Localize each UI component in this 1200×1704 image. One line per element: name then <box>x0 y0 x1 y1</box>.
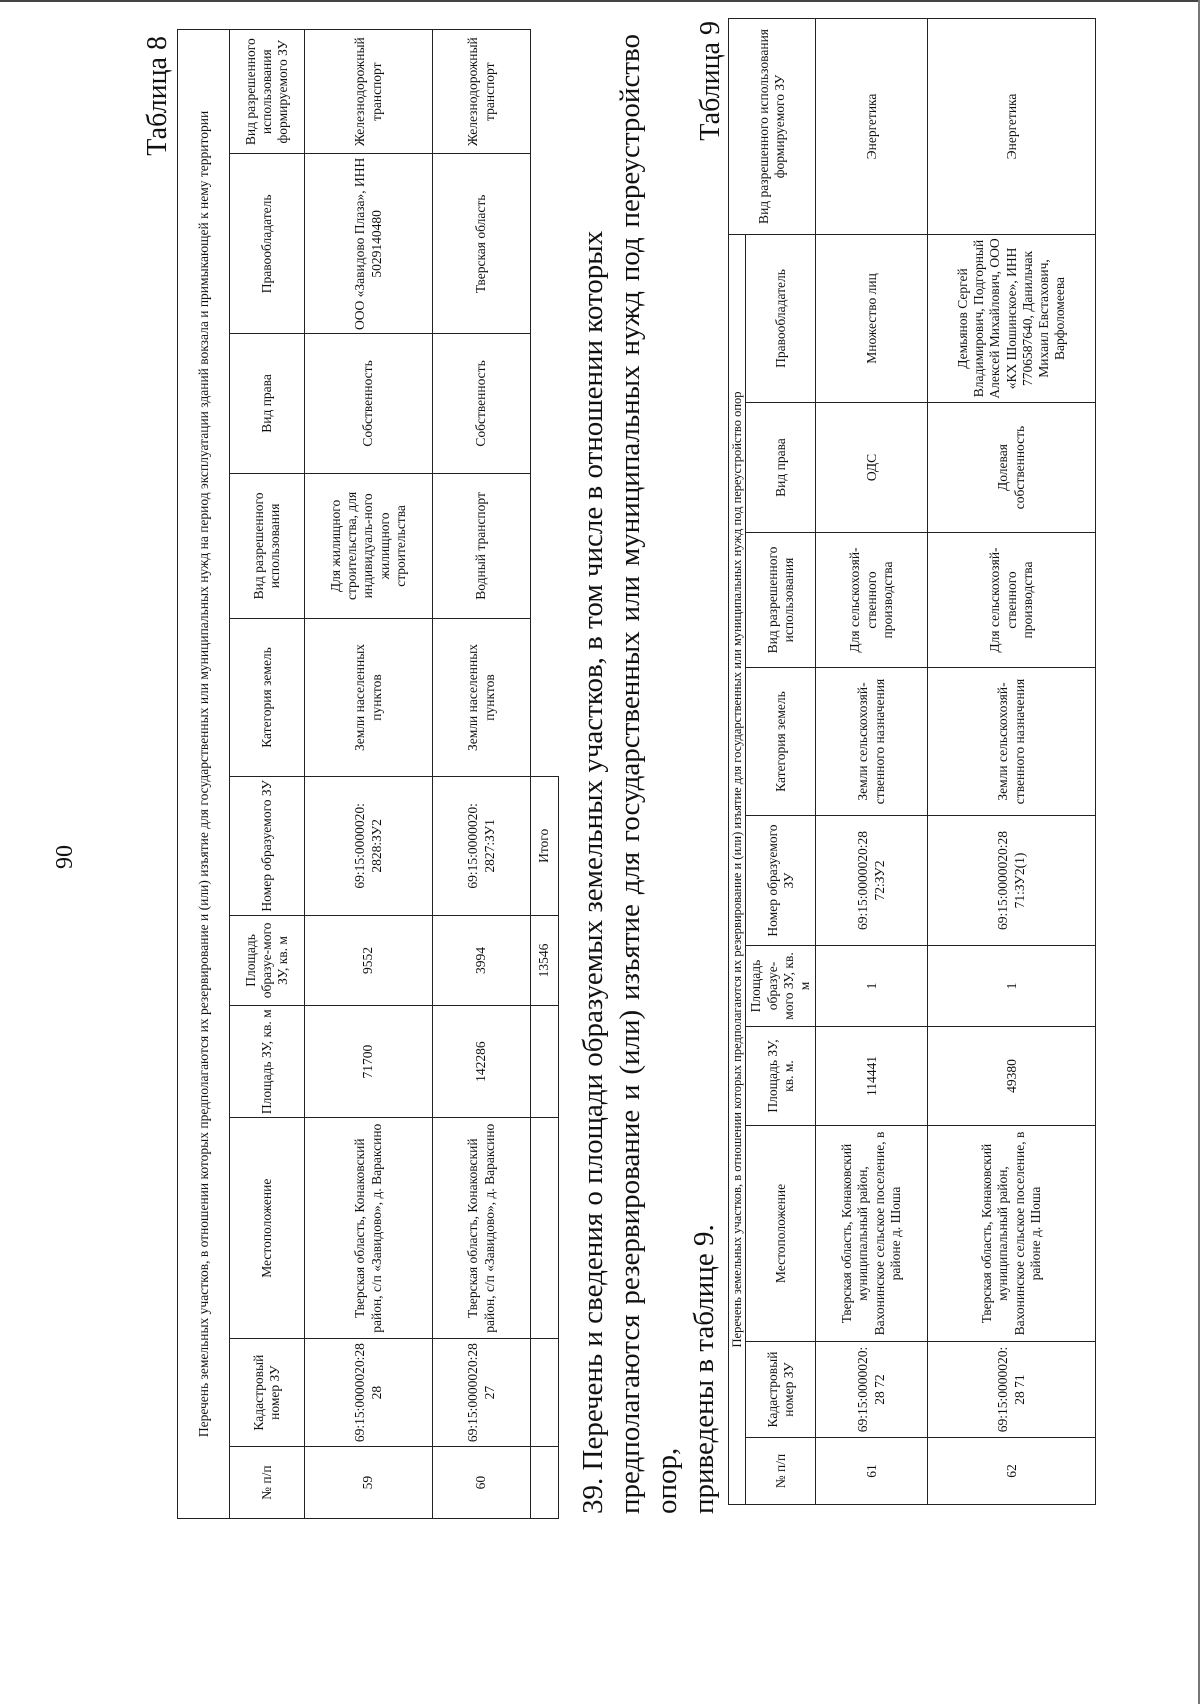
table-cell: Тверская область <box>433 154 531 334</box>
table-cell: 69:15:0000020:28 72 <box>816 1342 928 1438</box>
table-cell: 59 <box>305 1447 433 1519</box>
table-cell: 3994 <box>433 915 531 1005</box>
table9-title: Перечень земельных участков, в отношении которых предполагаются их резервирование и (или) изъятие для государственных или муниципальных нужд под переустройство опор <box>729 234 746 1504</box>
table-cell: Собственность <box>305 334 433 473</box>
table-cell: Для жилищного строительства, для индивидуаль-ного жилищного строительства <box>305 473 433 619</box>
table8-total-row <box>531 30 559 1519</box>
table-row <box>816 18 928 1504</box>
section-39-line-3: приведены в таблице 9. <box>688 1224 720 1514</box>
table8-header-row <box>230 30 305 1519</box>
table9-header-cell: Правообладатель <box>746 234 816 402</box>
table8-header-cell: Площадь образуе-мого ЗУ, кв. м <box>230 915 305 1005</box>
table9-header-cell: Кадастровый номер ЗУ <box>746 1342 816 1438</box>
table8-header-cell: Категория земель <box>230 619 305 776</box>
table-cell: Тверская область, Конаковский район, с/п «Завидово», д. Вараксино <box>433 1118 531 1339</box>
table-cell: 60 <box>433 1447 531 1519</box>
table-cell: Железнодорожный транспорт <box>433 30 531 154</box>
table-cell: 69:15:0000020:28 27 <box>433 1339 531 1447</box>
table-row <box>433 30 531 1519</box>
table-cell: Энергетика <box>816 18 928 234</box>
table-cell: Железнодорожный транспорт <box>305 30 433 154</box>
table-row <box>305 30 433 1519</box>
table9-header-cell: Номер образуемого ЗУ <box>746 816 816 946</box>
table-cell: Собственность <box>433 334 531 473</box>
table-cell: 1 <box>816 946 928 1027</box>
table8-header-cell: Правообладатель <box>230 154 305 334</box>
table9-header-cell: Вид разрешенного использования формируемого ЗУ <box>729 18 816 234</box>
table-cell: Земли сельскохозяй-ственного назначения <box>928 668 1096 816</box>
section-39-line-1: 39. Перечень и сведения о площади образуемых земельных участков, в том числе в отношении которых <box>577 230 609 1514</box>
table-cell: 62 <box>928 1438 1096 1505</box>
table8-header-cell: Площадь ЗУ, кв. м <box>230 1005 305 1117</box>
table-cell: 71700 <box>305 1005 433 1117</box>
table-cell: 61 <box>816 1438 928 1505</box>
table8-header-cell: № п/п <box>230 1447 305 1519</box>
table8-header-cell: Кадастровый номер ЗУ <box>230 1339 305 1447</box>
table-cell: 69:15:0000020:28 72:ЗУ2 <box>816 816 928 946</box>
table-cell: Для сельскохозяй-ственного производства <box>928 533 1096 668</box>
table8-header-cell: Номер образуемого ЗУ <box>230 776 305 915</box>
table9-header-cell: Местоположение <box>746 1126 816 1342</box>
table-cell: Энергетика <box>928 18 1096 234</box>
section-39-line-2: предполагаются резервирование и (или) изъятие для государственных или муниципальных нужд под переустройство опор, <box>614 34 683 1514</box>
table9-header-cell: Категория земель <box>746 668 816 816</box>
table-cell: Множество лиц <box>816 234 928 402</box>
table-cell: 142286 <box>433 1005 531 1117</box>
page-number: 90 <box>52 845 78 869</box>
table-cell: 49380 <box>928 1027 1096 1126</box>
table8-caption: Таблица 8 <box>142 36 173 156</box>
table9-header-cell: Вид права <box>746 403 816 533</box>
table-cell: Водный транспорт <box>433 473 531 619</box>
table-cell: Тверская область, Конаковский муниципальный район, Вахонинское сельское поселение, в районе д. Шоша <box>816 1126 928 1342</box>
table8-header-cell: Вид разрешенного использования <box>230 473 305 619</box>
table-cell: 69:15:0000020:28 28 <box>305 1339 433 1447</box>
table8-title: Перечень земельных участков, в отношении которых предполагаются их резервирование и (или) изъятие для государственных или муниципальных нужд на период эксплуатации зданий вокзала и примыкающей к нему территории <box>178 30 230 1519</box>
table-cell: 69:15:0000020: 2827:ЗУ1 <box>433 776 531 915</box>
table9-header-cell: Площадь ЗУ, кв. м. <box>746 1027 816 1126</box>
table9-caption: Таблица 9 <box>695 21 726 141</box>
table-cell: Тверская область, Конаковский муниципальный район, Вахонинское сельское поселение, в районе д. Шоша <box>928 1126 1096 1342</box>
table-cell: 69:15:0000020:28 71 <box>928 1342 1096 1438</box>
table9-header-row <box>746 18 816 1504</box>
table-cell: 1 <box>928 946 1096 1027</box>
table-cell: Земли населенных пунктов <box>433 619 531 776</box>
table8-header-cell: Местоположение <box>230 1118 305 1339</box>
table-cell: Земли сельскохозяй-ственного назначения <box>816 668 928 816</box>
table8-header-cell: Вид разрешенного использования формируемого ЗУ <box>230 30 305 154</box>
table8 <box>177 29 559 1519</box>
table-cell: 69:15:0000020: 2828:ЗУ2 <box>305 776 433 915</box>
table9-header-cell: Площадь образуе-мого ЗУ, кв. м <box>746 946 816 1027</box>
table8-header-cell: Вид права <box>230 334 305 473</box>
table8-total-label: Итого <box>531 776 559 915</box>
table-cell: Демьянов Сергей Владимирович, Подгорный Алексей Михайлович, ООО «КХ Шошинское», ИНН 7706587640, Данильчак Михаил Евстахович, Варфоломеева <box>928 234 1096 402</box>
table-cell: Для сельскохозяй-ственного производства <box>816 533 928 668</box>
table-cell: 69:15:0000020:28 71:ЗУ2(1) <box>928 816 1096 946</box>
table-cell: 114441 <box>816 1027 928 1126</box>
table-cell: 9552 <box>305 915 433 1005</box>
table-cell: Тверская область, Конаковский район, с/п «Завидово», д. Вараксино <box>305 1118 433 1339</box>
table9-header-cell: № п/п <box>746 1438 816 1505</box>
table-row <box>928 18 1096 1504</box>
table-cell: Долевая собственность <box>928 403 1096 533</box>
table9-header-cell: Вид разрешенного использования <box>746 533 816 668</box>
table-cell: ООО «Завидово Плаза», ИНН 5029140480 <box>305 154 433 334</box>
table-cell: ОДС <box>816 403 928 533</box>
table9 <box>728 18 1096 1505</box>
table8-total-area: 13546 <box>531 915 559 1005</box>
table-cell: Земли населенных пунктов <box>305 619 433 776</box>
